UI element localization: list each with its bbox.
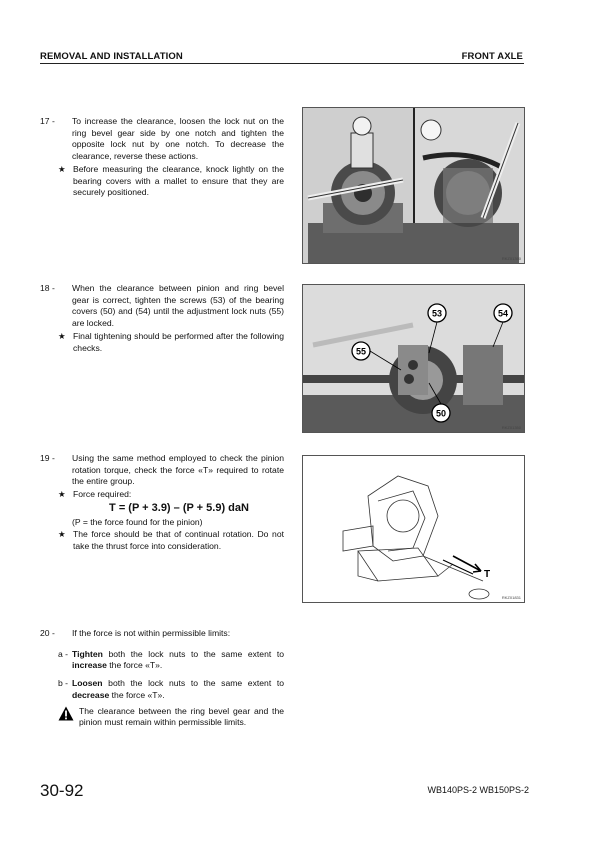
step-17 [40, 116, 284, 199]
step-text: Using the same method employed to check the pinion rotation torque, check the force «T» required to rotate the entire group. [72, 453, 284, 487]
figure-code: RKZ01350 [501, 425, 521, 430]
page-number: 30-92 [40, 781, 84, 800]
step-number: 20 - [40, 628, 55, 638]
sub-step-a: Tighten both the lock nuts to the same extent to increase the force «T». [72, 648, 284, 671]
step-note: Force required: [73, 489, 132, 500]
step-note: Before measuring the clearance, knock lightly on the bearing covers with a mallet to ensure that they are securely positioned. [73, 163, 284, 198]
callout-50: 50 [435, 408, 447, 419]
sub-label: b - [58, 678, 69, 689]
callout-54: 54 [497, 308, 509, 319]
warning-text: The clearance between the ring bevel gear and the pinion must remain within permissible limits. [79, 705, 284, 728]
arrow-label-T: T [484, 569, 491, 580]
step-20 [40, 628, 284, 729]
step-text: To increase the clearance, loosen the lock nut on the ring bevel gear side by one notch and tighten the opposite lock nut by one notch. To decrease the clearance, reverse these actions. [72, 116, 284, 162]
step-18 [40, 283, 284, 354]
star-icon: ★ [58, 163, 66, 174]
sub-label: a - [58, 648, 69, 659]
photo-bearing-covers [302, 284, 525, 433]
warning-icon [58, 706, 79, 729]
sub-step-b: Loosen both the lock nuts to the same extent to decrease the force «T». [72, 678, 284, 700]
header-rule [40, 63, 524, 64]
step-number: 19 - [40, 453, 55, 463]
step-note: Final tightening should be performed after the following checks. [73, 330, 284, 353]
step-text: If the force is not within permissible limits: [72, 628, 231, 638]
step-number: 17 - [40, 116, 55, 126]
diagram-force-measurement [302, 455, 525, 603]
callout-55: 55 [355, 346, 367, 357]
callout-53: 53 [431, 308, 443, 319]
formula-note: (P = the force found for the pinion) [72, 516, 203, 527]
section-title: REMOVAL AND INSTALLATION [40, 51, 183, 62]
step-19 [40, 453, 284, 553]
figure-code: RKZ01831 [501, 595, 521, 600]
chapter-title: FRONT AXLE [461, 51, 523, 62]
star-icon: ★ [58, 330, 66, 341]
figure-code: RKZ01390 [501, 256, 521, 261]
photo-bearing-measurement [302, 107, 525, 264]
step-number: 18 - [40, 283, 55, 293]
step-note: The force should be that of continual rotation. Do not take the thrust force into consideration. [73, 529, 284, 551]
force-formula: T = (P + 3.9) – (P + 5.9) daN [109, 501, 249, 514]
star-icon: ★ [58, 489, 66, 500]
step-text: When the clearance between pinion and ring bevel gear is correct, tighten the screws (53) of the bearing covers (50) and (54) until the adjustment lock nuts (55) are locked. [72, 283, 284, 329]
star-icon: ★ [58, 529, 66, 540]
model-name: WB140PS-2 WB150PS-2 [427, 785, 529, 795]
